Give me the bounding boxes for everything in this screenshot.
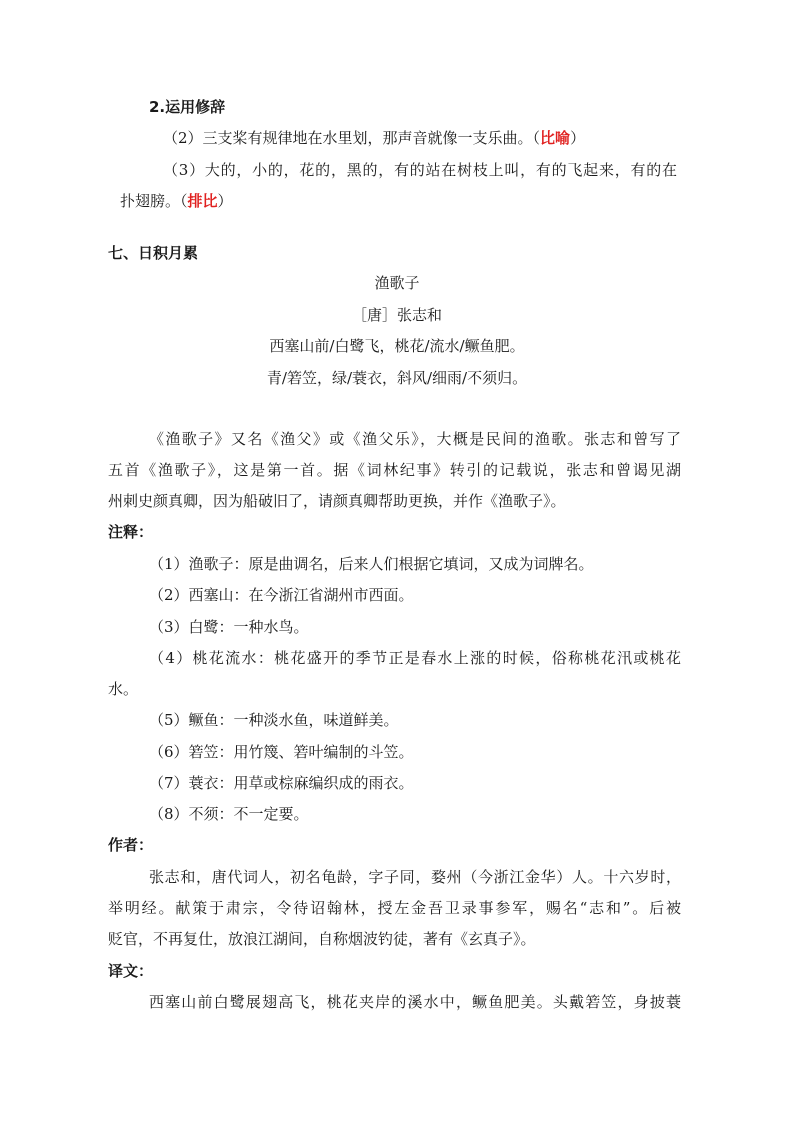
poem-line-1: 西塞山前/白鹭飞，桃花/流水/鳜鱼肥。 [269,337,525,355]
note-item-3: （3）白鹭：一种水鸟。 [149,618,309,636]
rhetoric-item-3-text: 扑翅膀。（ [120,192,188,210]
notes-heading: 注释： [108,523,154,541]
rhetoric-item-2-close: ） [570,129,586,147]
note-item-4-cont: 水。 [108,680,139,698]
rhetoric-heading: 2.运用修辞 [149,98,226,116]
author-heading: 作者： [108,836,154,854]
intro-line-2: 五首《渔歌子》，这是第一首。据《词林纪事》转引的记载说，张志和曾谒见湖 [108,461,681,479]
translation-line-1: 西塞山前白鹭展翅高飞，桃花夹岸的溪水中，鳜鱼肥美。头戴箬笠，身披蓑 [149,993,681,1011]
poem-title: 渔歌子 [374,274,420,292]
author-line-1: 张志和，唐代词人，初名龟龄，字子同，婺州（今浙江金华）人。十六岁时， [149,868,681,886]
poem-author: ［唐］张志和 [351,306,442,324]
note-item-2: （2）西塞山：在今浙江省湖州市西面。 [149,586,414,604]
rhetoric-tag-metaphor: 比喻 [540,129,571,147]
intro-line-1: 《渔歌子》又名《渔父》或《渔父乐》，大概是民间的渔歌。张志和曾写了 [149,430,681,448]
note-item-7: （7）蓑衣：用草或棕麻编织成的雨衣。 [149,774,414,792]
rhetoric-item-3-line-2 [120,191,233,211]
intro-line-3: 州刺史颜真卿，因为船破旧了，请颜真卿帮助更换，并作《渔歌子》。 [108,492,566,510]
rhetoric-tag-parallelism: 排比 [187,192,218,210]
rhetoric-item-3-line-1: （3）大的，小的，花的，黑的，有的站在树枝上叫，有的飞起来，有的在 [163,161,677,179]
note-item-8: （8）不须：不一定要。 [149,805,309,823]
rhetoric-item-3-close: ） [217,192,233,210]
rhetoric-item-2-text: （2）三支桨有规律地在水里划，那声音就像一支乐曲。（ [163,129,541,147]
section-7-heading: 七、日积月累 [108,244,199,262]
note-item-6: （6）箬笠：用竹篾、箬叶编制的斗笠。 [149,743,414,761]
poem-line-2: 青/箬笠，绿/蓑衣，斜风/细雨/不须归。 [266,369,528,387]
rhetoric-item-2 [163,128,585,148]
author-line-3: 贬官，不再复仕，放浪江湖间，自称烟波钓徒，著有《玄真子》。 [108,930,536,948]
note-item-1: （1）渔歌子：原是曲调名，后来人们根据它填词，又成为词牌名。 [149,555,594,573]
translation-heading: 译文： [108,962,154,980]
note-item-5: （5）鳜鱼：一种淡水鱼，味道鲜美。 [149,711,399,729]
note-item-4: （4）桃花流水：桃花盛开的季节正是春水上涨的时候，俗称桃花汛或桃花 [149,649,681,667]
author-line-2: 举明经。献策于肃宗，令待诏翰林，授左金吾卫录事参军，赐名“志和”。后被 [108,899,681,917]
